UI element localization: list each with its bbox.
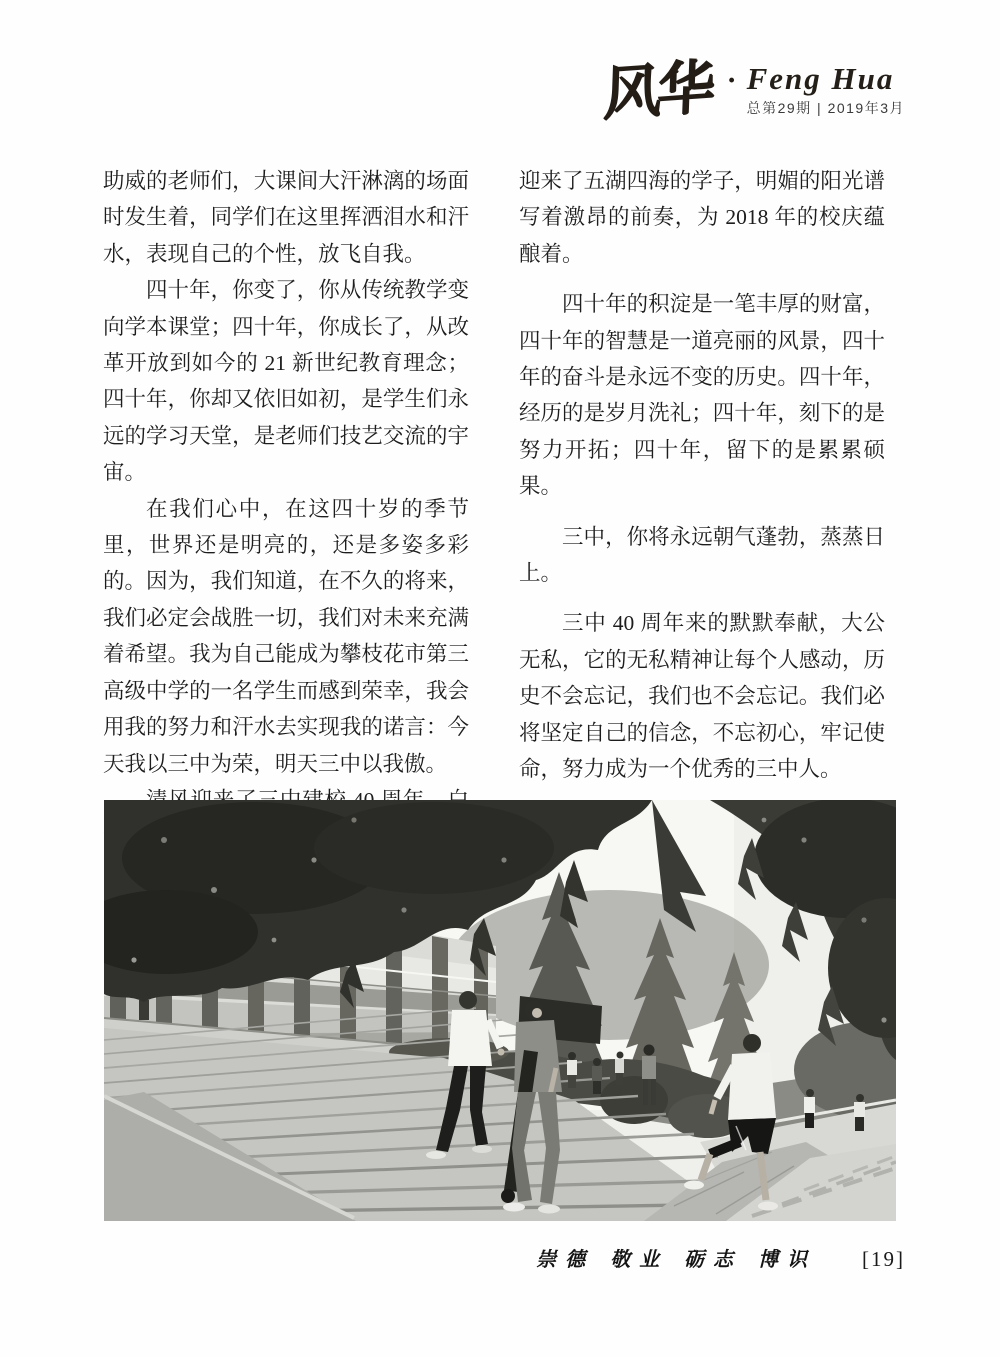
masthead-right	[747, 62, 905, 118]
logo-separator-dot: ·	[726, 64, 737, 98]
article-column-right	[519, 163, 885, 874]
issue-date-line: 总第29期 | 2019年3月	[746, 100, 905, 117]
article-column-left	[103, 163, 469, 855]
campus-photo-illustration	[104, 800, 896, 1221]
school-motto: 崇德 敬业 砺志 博识	[536, 1247, 816, 1271]
magazine-title-english: Feng Hua	[746, 61, 895, 96]
paragraph: 四十年，你变了，你从传统教学变向学本课堂；四十年，你成长了，从改革开放到如今的 21 新世纪教育理念；四十年，你却又依旧如初，是学生们永远的学习天堂，是老师们技艺交流的宇宙。	[103, 278, 469, 485]
paragraph: 三中 40 周年来的默默奉献，大公无私，它的无私精神让每个人感动，历史不会忘记，我们也不会忘记。我们必将坚定自己的信念，不忘初心，牢记使命，努力成为一个优秀的三中人。	[519, 611, 885, 782]
paragraph: 三中，你将永远朝气蓬勃，蒸蒸日上。	[519, 524, 885, 586]
page-footer	[536, 1243, 905, 1272]
campus-photo	[104, 800, 896, 1221]
magazine-logo-calligraphy: 风华	[601, 52, 712, 129]
paragraph: 四十年的积淀是一笔丰厚的财富，四十年的智慧是一道亮丽的风景，四十年的奋斗是永远不变的历史。四十年，经历的是岁月洗礼；四十年，刻下的是努力开拓；四十年，留下的是累累硕果。	[519, 292, 885, 499]
masthead	[601, 52, 905, 129]
paragraph: 助威的老师们，大课间大汗淋漓的场面时发生着，同学们在这里挥洒泪水和汗水，表现自己的个性，放飞自我。	[103, 169, 469, 266]
paragraph: 迎来了五湖四海的学子，明媚的阳光谱写着激昂的前奏，为 2018 年的校庆蕴酿着。	[519, 169, 885, 266]
page-number: [19]	[862, 1247, 905, 1271]
paragraph: 在我们心中，在这四十岁的季节里，世界还是明亮的，还是多姿多彩的。因为，我们知道，在不久的将来，我们必定会战胜一切，我们对未来充满着希望。我为自己能成为攀枝花市第三高级中学的一名学生而感到荣幸，我会用我的努力和汗水去实现我的诺言：今天我以三中为荣，明天三中以我傲。	[103, 496, 469, 776]
